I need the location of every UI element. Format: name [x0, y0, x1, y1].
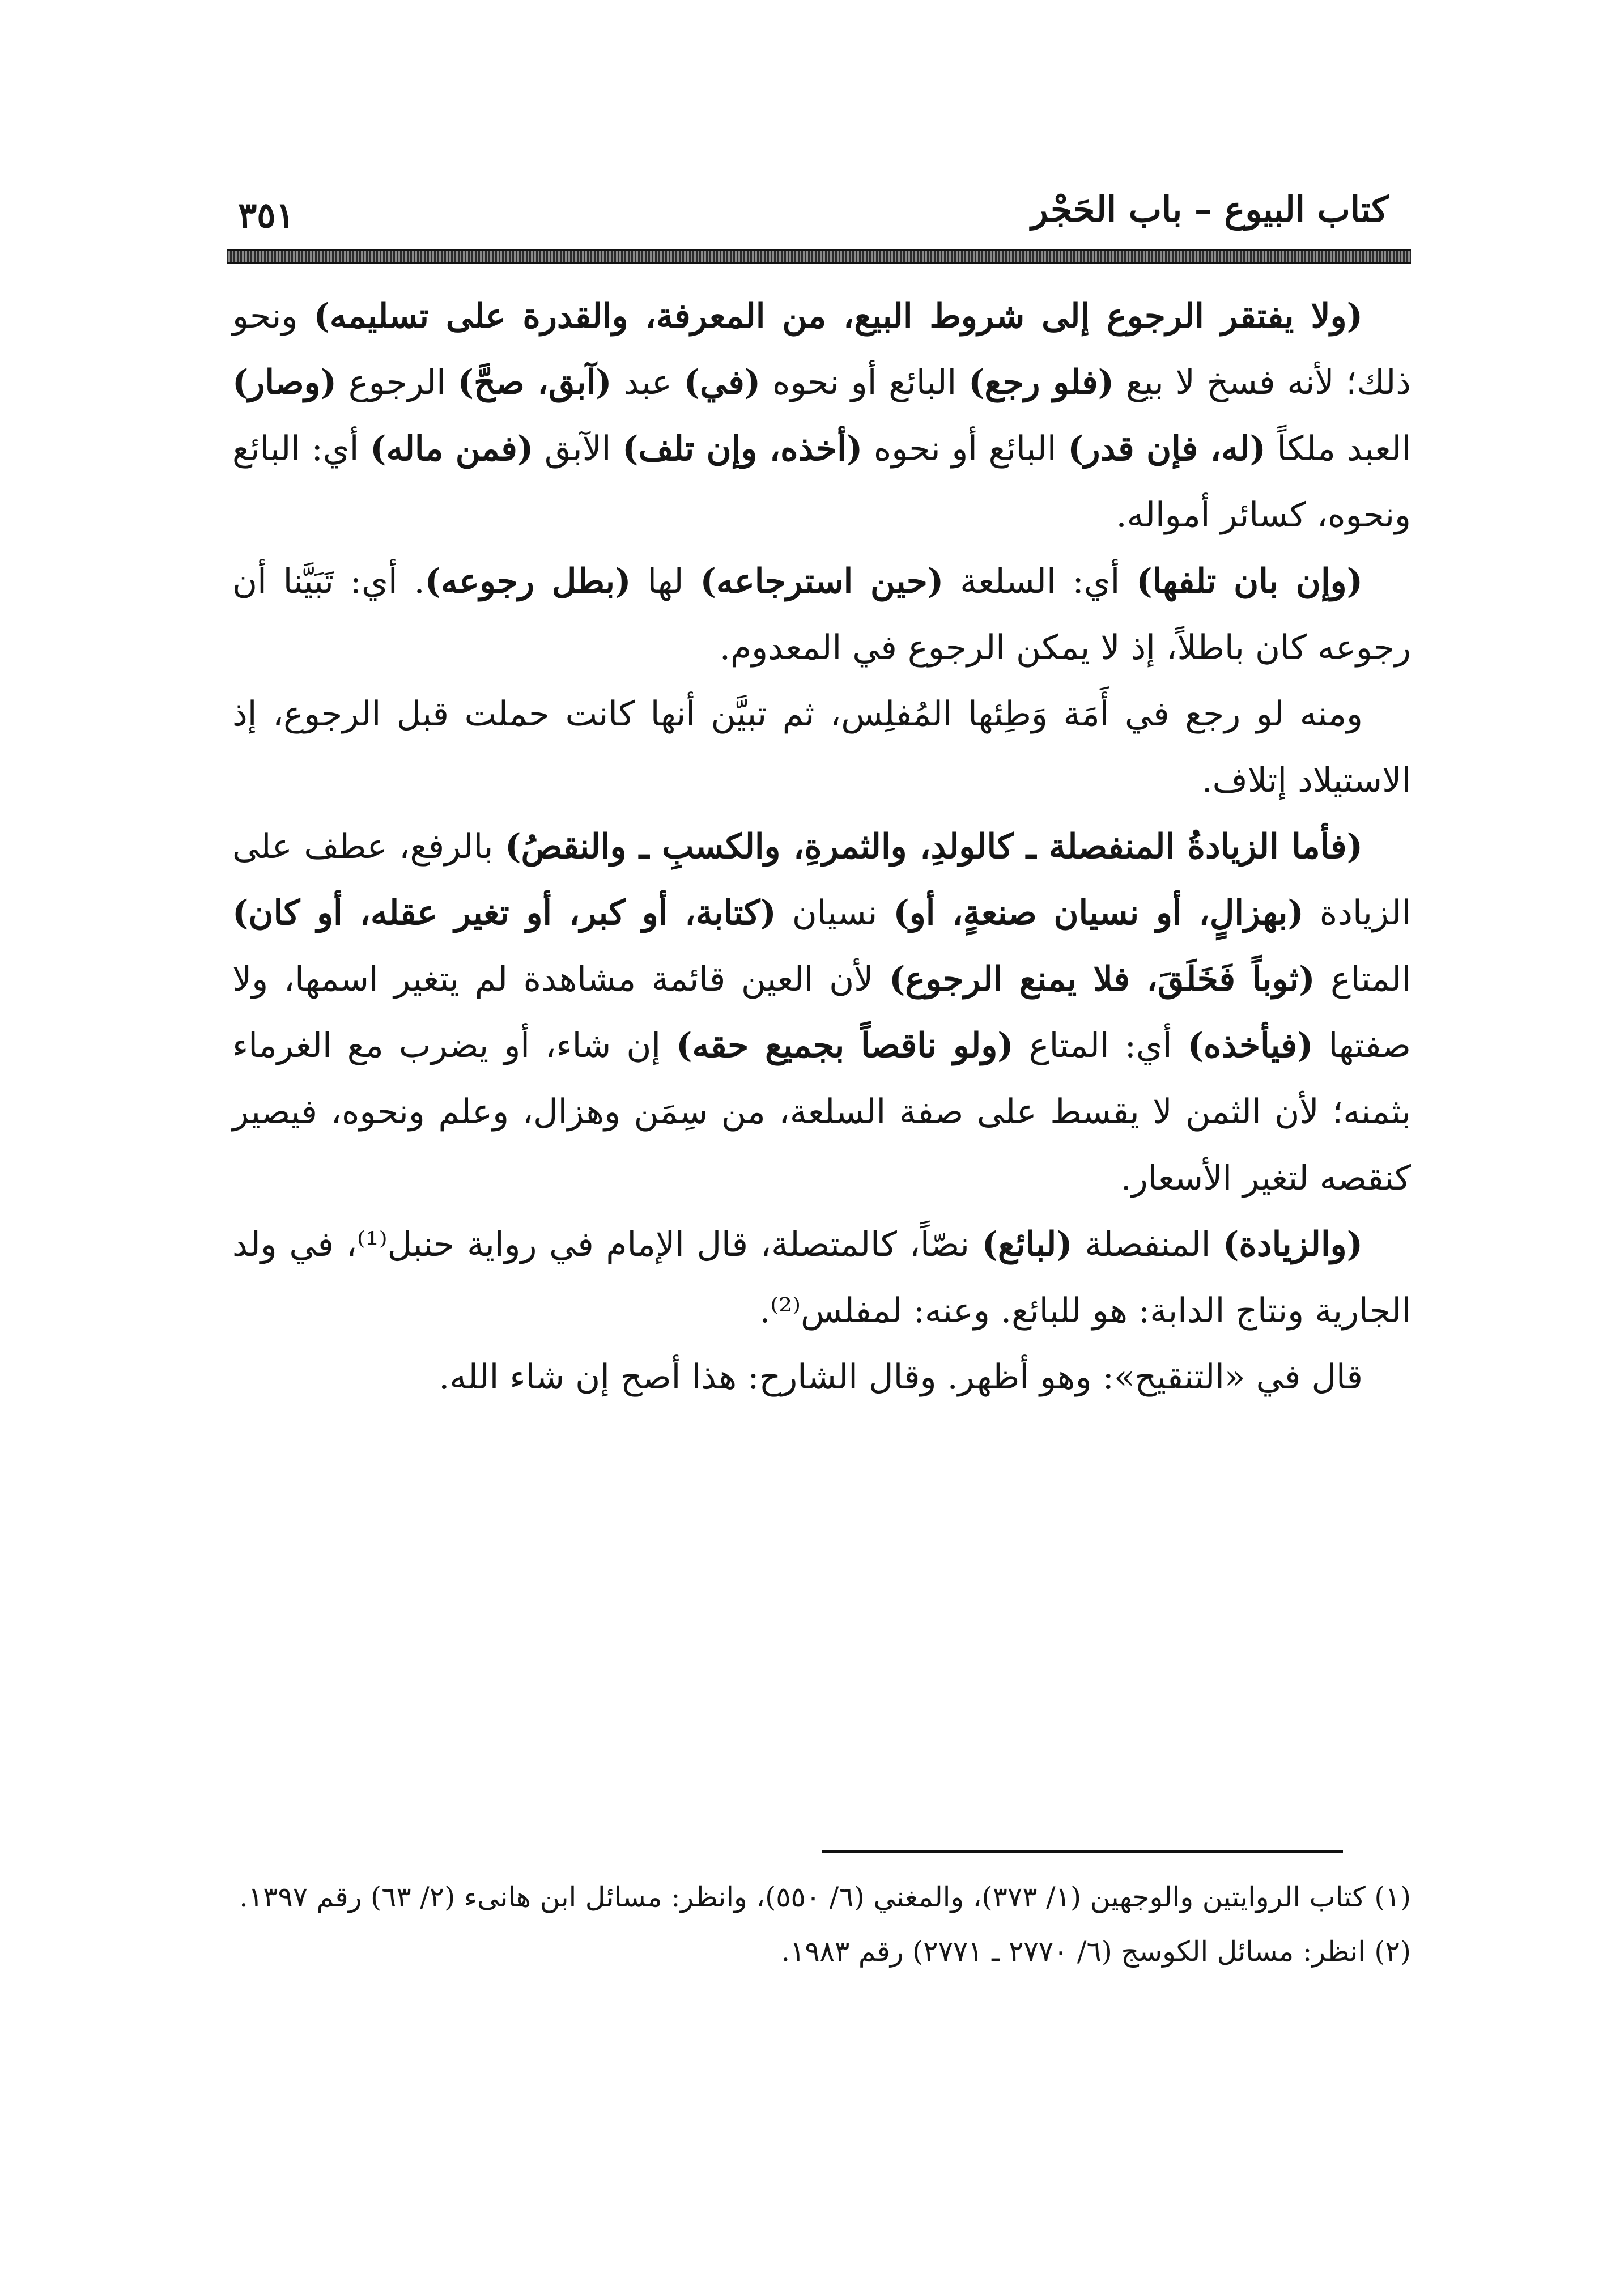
running-title: كتاب البيوع – باب الحَجْر [1031, 189, 1388, 230]
text-run: ونحو ذلك؛ لأنه فسخ لا بيع [232, 296, 1411, 402]
bold-phrase: (فأما الزيادةُ المنفصلة ـ كالولدِ، والثمرةِ، والكسبِ ـ والنقصُ) [505, 827, 1363, 867]
text-run: بالرفع، عطف على الزيادة [232, 827, 1411, 933]
bold-phrase: (فلو رجع) [968, 363, 1115, 402]
bold-phrase: (آبق، صحَّ) [457, 363, 612, 402]
paragraph [232, 549, 1411, 681]
bold-phrase: (ثوباً فَخَلَقَ، فلا يمنع الرجوع) [888, 959, 1315, 999]
text-run: البائع أو نحوه [760, 363, 969, 402]
text-run: أي: المتاع [1013, 1026, 1188, 1065]
text-run: كالمتصلة، قال الإمام في رواية حنبل [387, 1225, 897, 1264]
bold-phrase: (كتابة، أو كبر، أو تغير عقله، أو كان) [232, 893, 776, 933]
text-run: ، في ولد الجارية ونتاج الدابة: هو للبائع. وعنه: لمفلس [232, 1225, 1411, 1331]
text-run: . أي: تَبَيَّنا أن رجوعه كان باطلاً، إذ لا يمكن الرجوع في المعدوم. [232, 562, 1411, 668]
text-run: العبد ملكاً [1265, 429, 1412, 469]
bold-phrase: (فمن ماله) [370, 429, 534, 469]
bold-phrase: (حين استرجاعه) [700, 562, 944, 601]
text-run: المنفصلة [1072, 1225, 1223, 1264]
text-run: أي: السلعة [943, 562, 1137, 601]
text-run: أي: البائع ونحوه، كسائر أمواله. [232, 429, 1411, 535]
text-run: البائع أو نحوه [862, 429, 1068, 469]
footnote-separator [822, 1850, 1343, 1853]
text-run: ومنه لو رجع في أَمَة وَطِئها المُفلِس، ثم تبيَّن أنها كانت حملت قبل الرجوع، إذ الاستيلاد إتلاف. [232, 694, 1411, 800]
bold-phrase: (وصار) [232, 363, 337, 402]
bold-phrase: (والزيادة) [1223, 1225, 1363, 1264]
text-run: لها [631, 562, 700, 601]
paragraph [232, 681, 1411, 814]
bold-phrase: (في) [683, 363, 761, 402]
text-run: ⁽²⁾ [770, 1291, 801, 1331]
text-run: الآبق [533, 429, 623, 469]
footnotes [232, 1870, 1411, 1979]
text-run: عبد [611, 363, 684, 402]
bold-phrase: (وإن بان تلفها) [1136, 562, 1363, 601]
page-header [227, 187, 1411, 236]
bold-phrase: (ولو ناقصاً بجميع حقه) [676, 1026, 1014, 1065]
bold-phrase: (لبائع) [981, 1225, 1073, 1264]
footnote [232, 1870, 1411, 1925]
bold-phrase: (ولا يفتقر الرجوع إلى شروط البيع، من المعرفة، والقدرة على تسليمه) [313, 296, 1363, 336]
text-run: الرجوع [336, 363, 458, 402]
footnote-marker: (١) [1374, 1881, 1411, 1913]
page-number: ٣٥١ [238, 194, 295, 236]
text-run: إن شاء، أو يضرب مع الغرماء بثمنه؛ لأن الثمن لا يقسط على صفة السلعة، من سِمَن وهزال، وعلم ونحوه، فيصير كنقصه لتغير الأسعار. [232, 1026, 1412, 1198]
paragraph [232, 814, 1411, 1212]
text-run: نصّاً، [896, 1225, 982, 1264]
text-run: ⁽¹⁾ [357, 1225, 388, 1264]
bold-phrase: (بهزالٍ، أو نسيان صنعةٍ، أو) [893, 893, 1304, 933]
text-run: . [759, 1291, 771, 1331]
text-run: المتاع [1315, 959, 1411, 999]
bold-phrase: (أخذه، وإن تلف) [622, 429, 863, 469]
bold-phrase: (بطل رجوعه) [424, 562, 631, 601]
footnote [232, 1925, 1411, 1979]
bold-phrase: (فيأخذه) [1187, 1026, 1313, 1065]
text-run: لأن العين قائمة مشاهدة لم يتغير اسمها، ولا صفتها [232, 959, 1411, 1065]
text-run: نسيان [776, 893, 894, 933]
paragraph [232, 1212, 1411, 1344]
main-text [232, 283, 1411, 1411]
footnote-text: كتاب الروايتين والوجهين (١/ ٣٧٣)، والمغني (٦/ ٥٥٠)، وانظر: مسائل ابن هانىء (٢/ ٦٣) رقم ١٣٩٧. [239, 1881, 1366, 1913]
text-run: قال في «التنقيح»: وهو أظهر. وقال الشارح: هذا أصح إن شاء الله. [439, 1357, 1363, 1397]
header-rule [227, 249, 1411, 264]
footnote-text: انظر: مسائل الكوسج (٦/ ٢٧٧٠ ـ ٢٧٧١) رقم ١٩٨٣. [781, 1935, 1366, 1968]
bold-phrase: (له، فإن قدر) [1068, 429, 1266, 469]
footnote-marker: (٢) [1374, 1935, 1411, 1968]
paragraph [232, 283, 1411, 549]
paragraph [232, 1344, 1411, 1411]
